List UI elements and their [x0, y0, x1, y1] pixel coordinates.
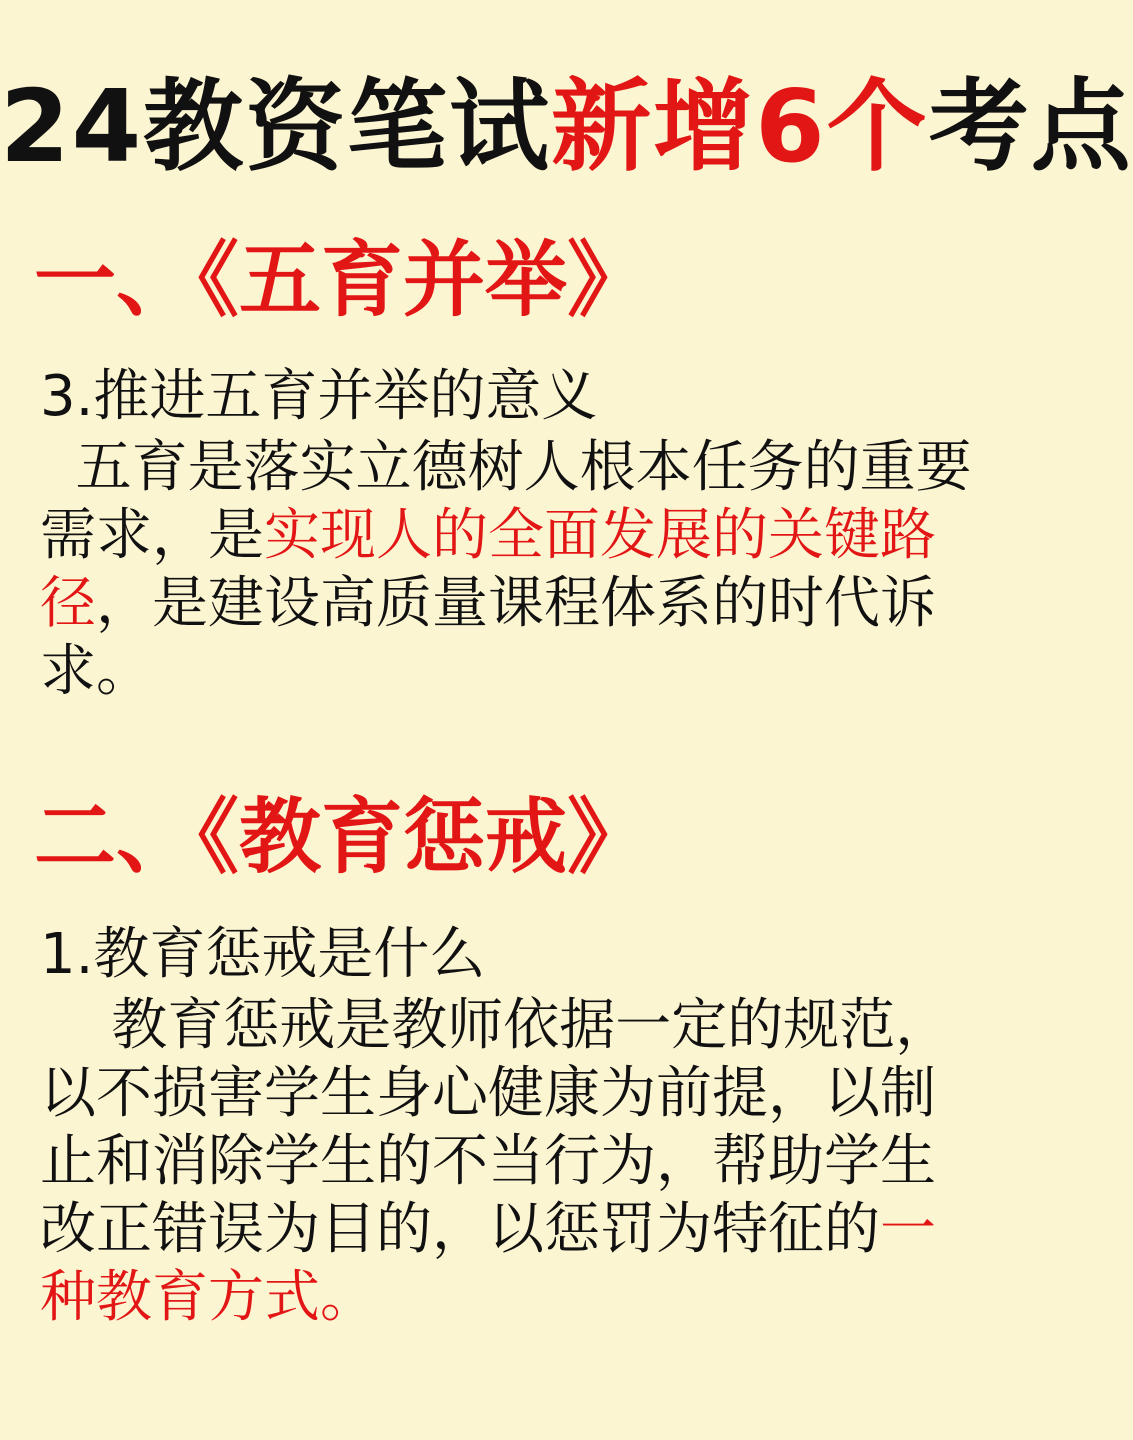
paragraph-line	[40, 1264, 1070, 1332]
paragraph-line	[40, 1128, 1070, 1196]
line-text: 改正错误为目的，以惩罚为特征的	[40, 1197, 880, 1262]
paragraph-line	[40, 502, 1070, 570]
section-heading-chengjie: 二、《教育惩戒》	[34, 790, 650, 885]
section-subheading-wuyu: 3.推进五育并举的意义	[40, 364, 598, 429]
paragraph-line	[40, 638, 1070, 706]
line-text: 以不损害学生身心健康为前提，以制	[40, 1061, 936, 1126]
title-part-1: 24教资笔试	[0, 68, 552, 185]
paragraph-line	[40, 992, 1070, 1060]
line-highlight: 实现人的全面发展的关键路	[264, 503, 936, 568]
paragraph-line	[40, 1196, 1070, 1264]
line-text: 五育是落实立德树人根本任务的重要	[40, 435, 972, 500]
title-part-3: 考点	[928, 68, 1133, 185]
paragraph-line	[40, 1060, 1070, 1128]
line-text: ，是建设高质量课程体系的时代诉	[96, 571, 936, 636]
paragraph-line	[40, 434, 1070, 502]
section-paragraph-chengjie	[40, 992, 1070, 1332]
section-heading-wuyu: 一、《五育并举》	[34, 233, 650, 328]
section-paragraph-wuyu	[40, 434, 1070, 706]
section-subheading-chengjie: 1.教育惩戒是什么	[40, 922, 486, 987]
line-text: 求。	[40, 639, 152, 704]
line-text: 需求，是	[40, 503, 264, 568]
title-highlight: 新增6个	[551, 68, 929, 185]
line-highlight: 种教育方式。	[40, 1265, 376, 1330]
page-title	[0, 68, 1133, 185]
line-highlight: 径	[40, 571, 96, 636]
line-text: 止和消除学生的不当行为，帮助学生	[40, 1129, 936, 1194]
line-highlight: 一	[880, 1197, 936, 1262]
line-text: 教育惩戒是教师依据一定的规范，	[40, 993, 952, 1058]
paragraph-line	[40, 570, 1070, 638]
